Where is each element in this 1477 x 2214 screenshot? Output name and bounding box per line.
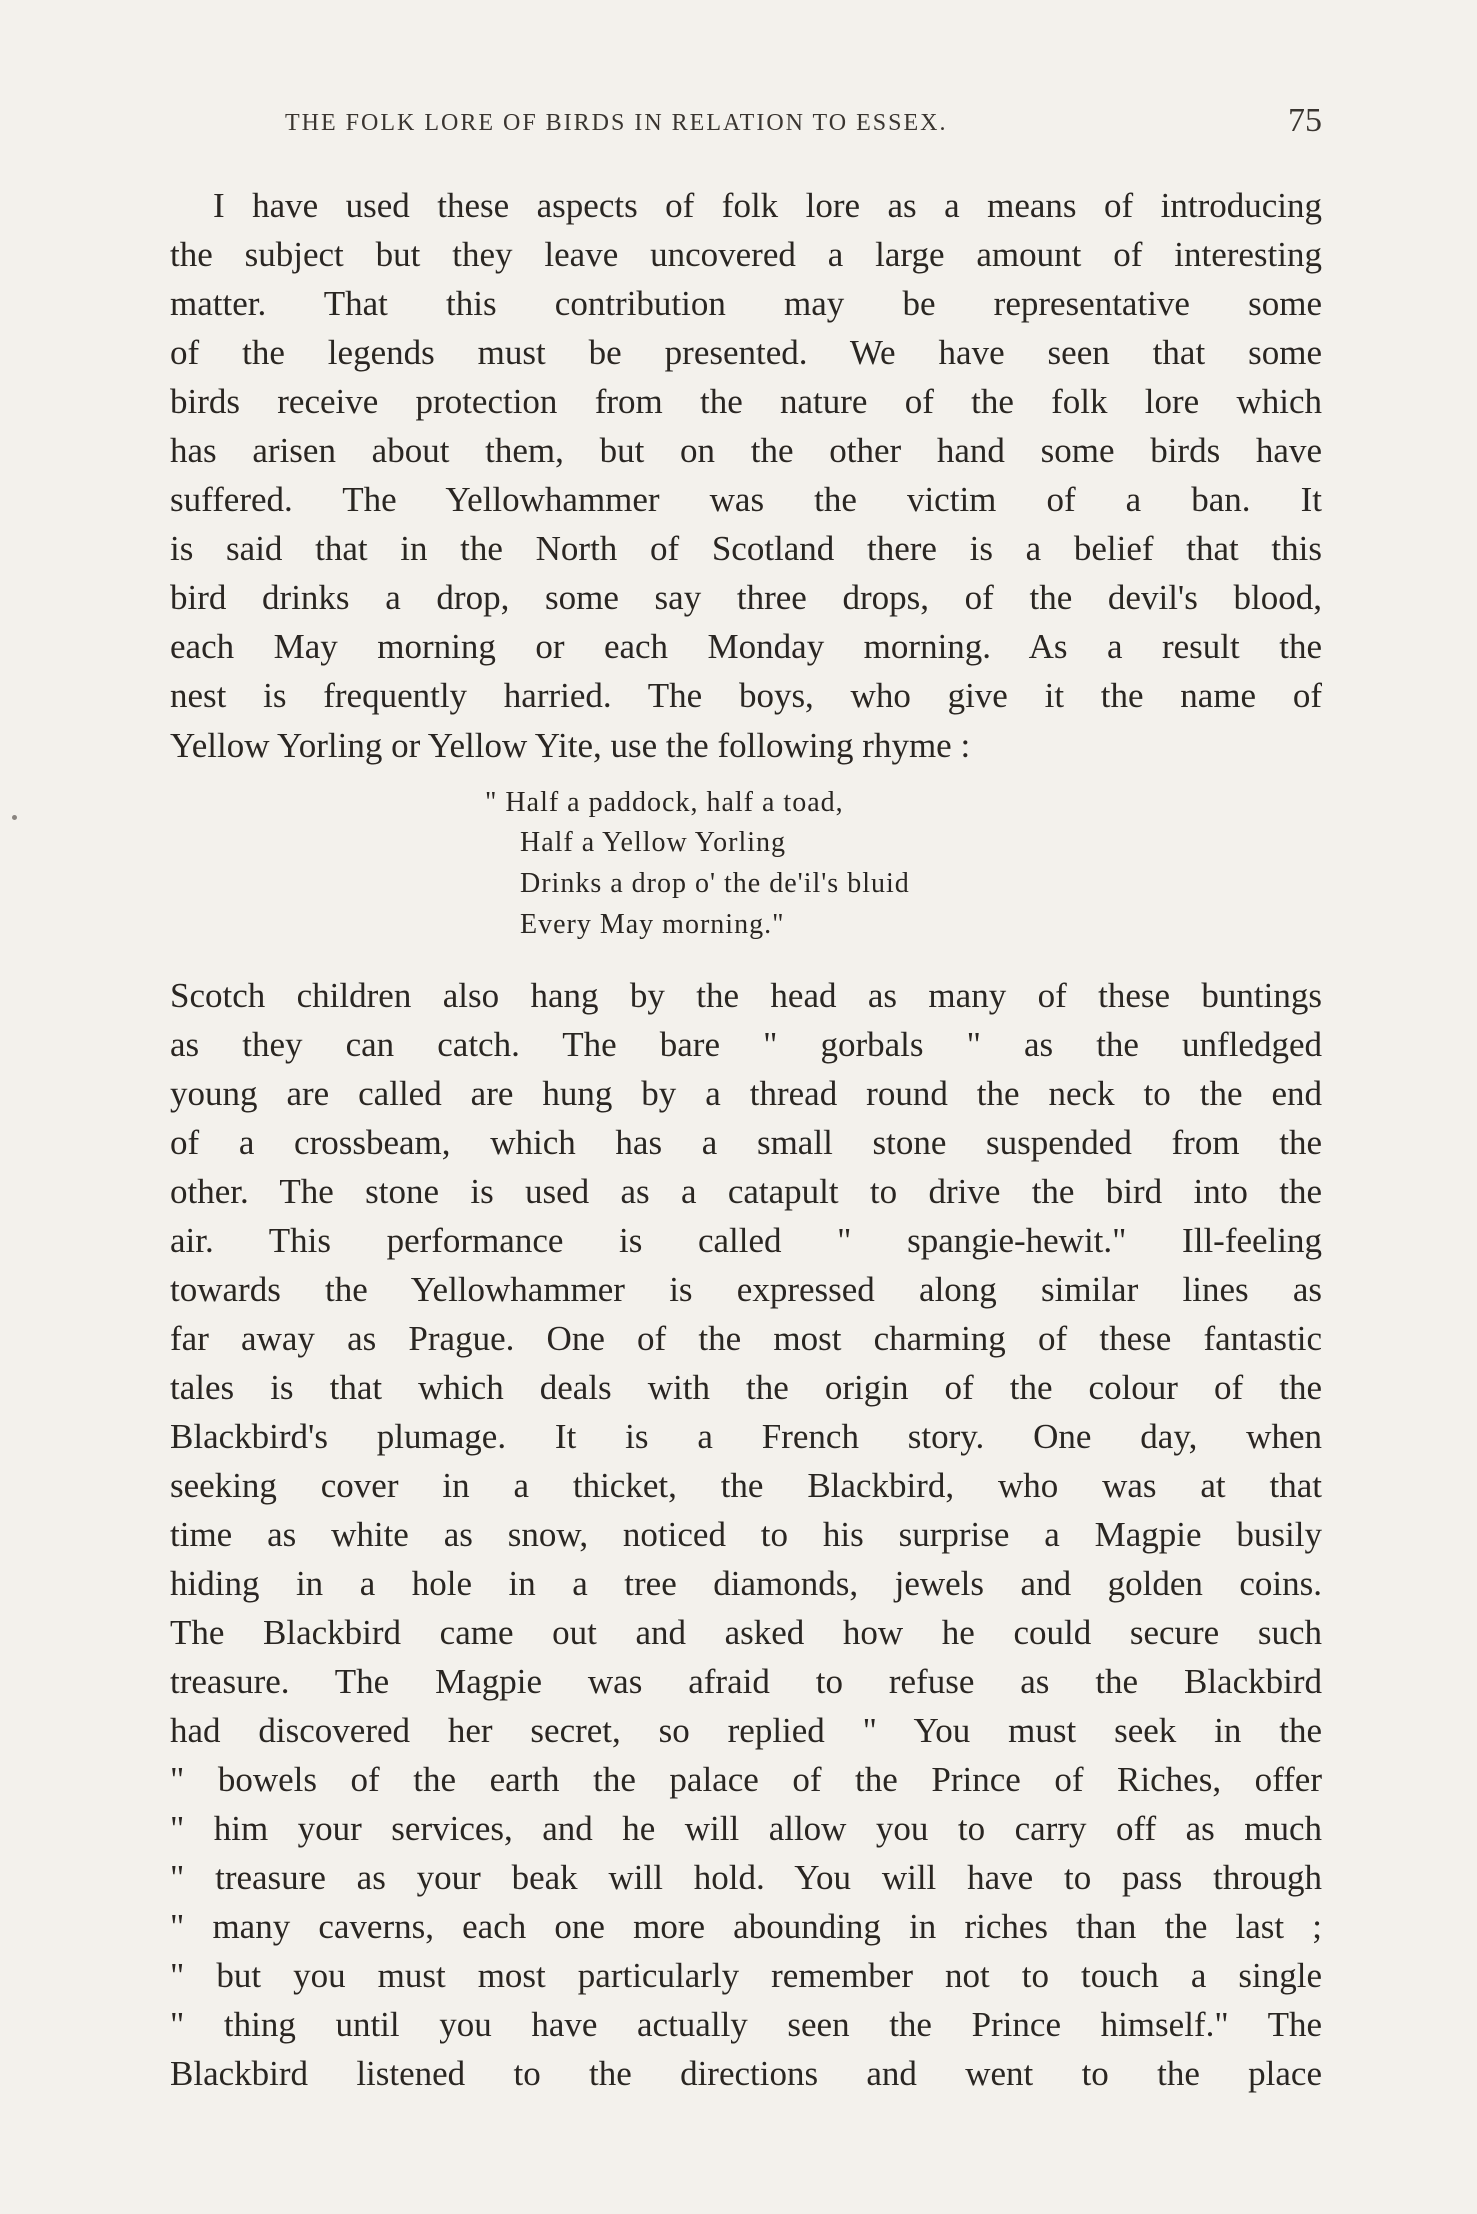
text-line: air. This performance is called " spangie-hewit." Ill-feeling: [170, 1221, 1322, 1260]
text-line: towards the Yellowhammer is expressed along similar lines as: [170, 1270, 1322, 1309]
text-line: each May morning or each Monday morning. As a result the: [170, 627, 1322, 666]
text-line: " many caverns, each one more abounding in riches than the last ;: [170, 1907, 1322, 1946]
text-line: young are called are hung by a thread round the neck to the end: [170, 1074, 1322, 1113]
text-line: Blackbird's plumage. It is a French story. One day, when: [170, 1417, 1322, 1456]
text-line: hiding in a hole in a tree diamonds, jewels and golden coins.: [170, 1564, 1322, 1603]
text-line: has arisen about them, but on the other hand some birds have: [170, 431, 1322, 470]
text-line: nest is frequently harried. The boys, who give it the name of: [170, 676, 1322, 715]
text-line: other. The stone is used as a catapult to drive the bird into the: [170, 1172, 1322, 1211]
text-line: matter. That this contribution may be representative some: [170, 284, 1322, 323]
text-line: of a crossbeam, which has a small stone suspended from the: [170, 1123, 1322, 1162]
verse-line: Every May morning.": [520, 909, 785, 940]
text-line: The Blackbird came out and asked how he could secure such: [170, 1613, 1322, 1652]
text-line: of the legends must be presented. We have seen that some: [170, 333, 1322, 372]
page-number: 75: [1288, 102, 1322, 139]
text-line: time as white as snow, noticed to his surprise a Magpie busily: [170, 1515, 1322, 1554]
page-speck: [12, 815, 17, 820]
text-line: tales is that which deals with the origin of the colour of the: [170, 1368, 1322, 1407]
text-line: had discovered her secret, so replied " You must seek in the: [170, 1711, 1322, 1750]
text-line: " treasure as your beak will hold. You will have to pass through: [170, 1858, 1322, 1897]
text-line: " but you must most particularly remember not to touch a single: [170, 1956, 1322, 1995]
text-line: " thing until you have actually seen the Prince himself." The: [170, 2005, 1322, 2044]
verse-line: " Half a paddock, half a toad,: [485, 787, 844, 818]
text-line: Blackbird listened to the directions and went to the place: [170, 2054, 1322, 2093]
running-title: THE FOLK LORE OF BIRDS IN RELATION TO ESSEX.: [285, 110, 948, 136]
text-line: far away as Prague. One of the most charming of these fantastic: [170, 1319, 1322, 1358]
verse-line: Drinks a drop o' the de'il's bluid: [520, 868, 910, 899]
text-line: suffered. The Yellowhammer was the victim of a ban. It: [170, 480, 1322, 519]
text-line: I have used these aspects of folk lore as a means of introducing: [213, 186, 1322, 225]
text-line: seeking cover in a thicket, the Blackbird, who was at that: [170, 1466, 1322, 1505]
running-header: [170, 102, 1322, 152]
text-line: " him your services, and he will allow you to carry off as much: [170, 1809, 1322, 1848]
verse-line: Half a Yellow Yorling: [520, 827, 787, 858]
text-line: birds receive protection from the nature of the folk lore which: [170, 382, 1322, 421]
text-line: treasure. The Magpie was afraid to refuse as the Blackbird: [170, 1662, 1322, 1701]
text-line: " bowels of the earth the palace of the Prince of Riches, offer: [170, 1760, 1322, 1799]
text-line: as they can catch. The bare " gorbals " as the unfledged: [170, 1025, 1322, 1064]
text-line: Yellow Yorling or Yellow Yite, use the following rhyme :: [170, 726, 971, 765]
text-line: is said that in the North of Scotland there is a belief that this: [170, 529, 1322, 568]
text-line: bird drinks a drop, some say three drops, of the devil's blood,: [170, 578, 1322, 617]
text-line: the subject but they leave uncovered a large amount of interesting: [170, 235, 1322, 274]
text-line: Scotch children also hang by the head as many of these buntings: [170, 976, 1322, 1015]
